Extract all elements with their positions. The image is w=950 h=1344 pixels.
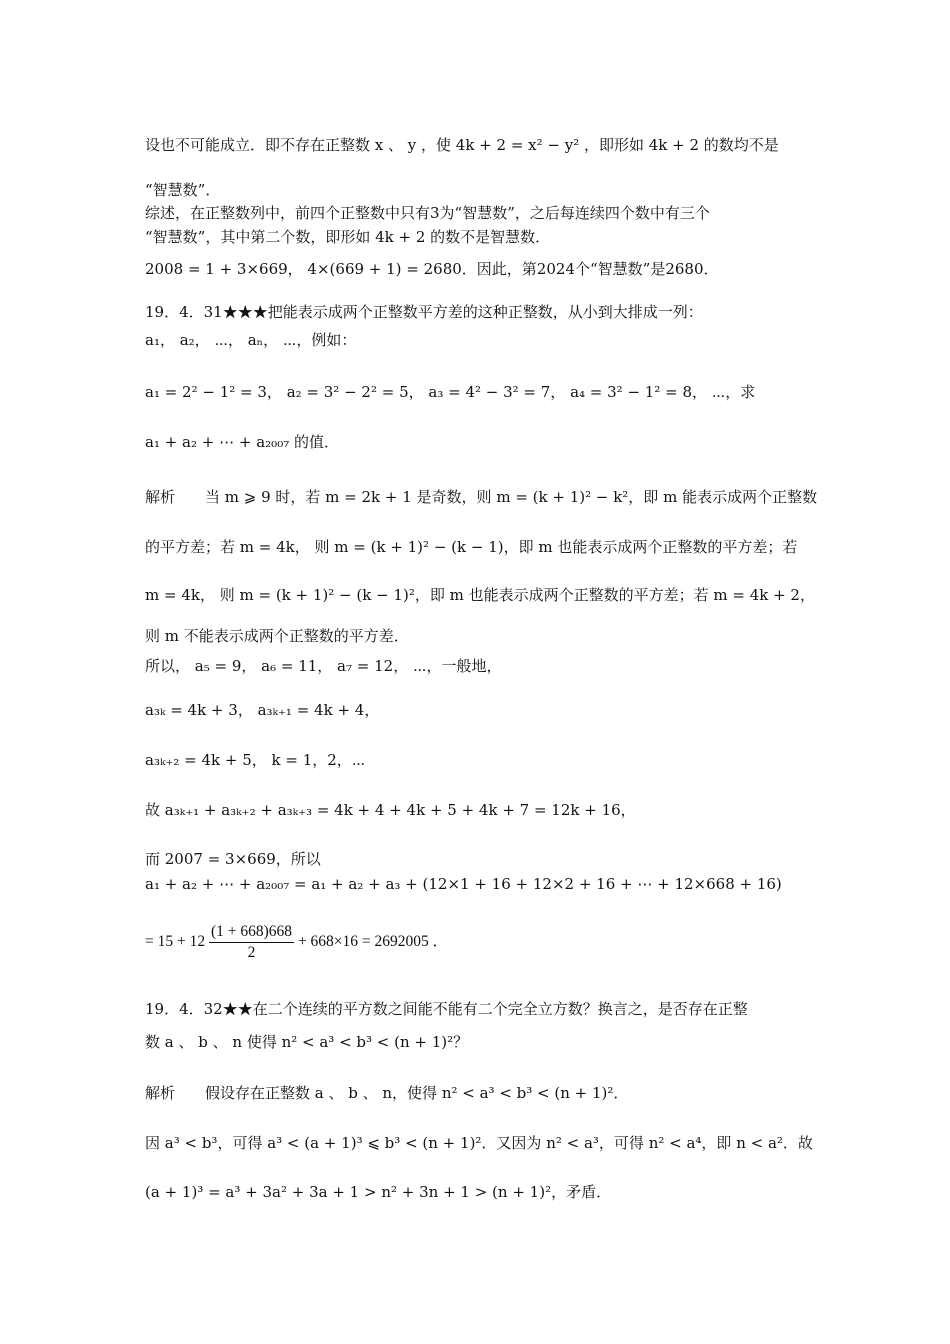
text-line: 2008 = 1 + 3×669， 4×(669 + 1) = 2680．因此，第2024个“智慧数”是2680． — [145, 260, 719, 278]
fraction-denominator: 2 — [247, 944, 256, 961]
sum-tail: + 668×16 = 2692005 — [297, 933, 429, 951]
fraction-sum-line — [145, 922, 810, 963]
text-line: 数 a 、 b 、 n 使得 n² < a³ < b³ < (n + 1)²？ — [145, 1033, 469, 1051]
problem-heading: 19．4．31★★★把能表示成两个正整数平方差的这种正整数，从小到大排成一列： — [145, 303, 703, 321]
solution-text: 因 a³ < b³，可得 a³ < (a + 1)³ ⩽ b³ < (n + 1)²．又因为 n² < a³，可得 n² < a⁴，即 n < a²．故 — [145, 1134, 813, 1152]
solution-text: 则 m 不能表示成两个正整数的平方差． — [145, 627, 409, 645]
problem-heading: 19．4．32★★在二个连续的平方数之间能不能有二个完全立方数？换言之，是否存在正整 — [145, 1000, 748, 1018]
sum-lead: = 15 + 12 — [145, 933, 206, 951]
formula-line: 故 a₃ₖ₊₁ + a₃ₖ₊₂ + a₃ₖ₊₃ = 4k + 4 + 4k + 5 + 4k + 7 = 12k + 16， — [145, 801, 636, 819]
formula-line: a₃ₖ = 4k + 3， a₃ₖ₊₁ = 4k + 4， — [145, 701, 380, 719]
solution-text: 解析 假设存在正整数 a 、 b 、 n，使得 n² < a³ < b³ < (n + 1)²． — [145, 1084, 629, 1102]
text-line: a₁， a₂， ⋯， aₙ， ⋯，例如： — [145, 331, 357, 349]
text-line: “智慧数”，其中第二个数，即形如 4k + 2 的数不是智慧数． — [145, 228, 551, 246]
fraction — [209, 922, 294, 963]
formula-line: a₁ + a₂ + ⋯ + a₂₀₀₇ = a₁ + a₂ + a₃ + (12×1 + 16 + 12×2 + 16 + ⋯ + 12×668 + 16) — [145, 875, 782, 893]
solution-text: m = 4k， 则 m = (k + 1)² − (k − 1)²，即 m 也能表示成两个正整数的平方差；若 m = 4k + 2， — [145, 586, 815, 604]
sum-end: ． — [432, 933, 449, 951]
text-line: 而 2007 = 3×669，所以 — [145, 850, 321, 868]
text-line: 设也不可能成立．即不存在正整数 x 、 y ，使 4k + 2 = x² − y² ，即形如 4k + 2 的数均不是 — [145, 136, 779, 154]
solution-text: 解析 当 m ⩾ 9 时，若 m = 2k + 1 是奇数，则 m = (k + 1)² − k²，即 m 能表示成两个正整数 — [145, 488, 818, 506]
formula-line: a₃ₖ₊₂ = 4k + 5， k = 1，2，⋯ — [145, 751, 366, 769]
formula-line: a₁ = 2² − 1² = 3， a₂ = 3² − 2² = 5， a₃ = 4² − 3² = 7， a₄ = 3² − 1² = 8， ⋯，求 — [145, 383, 756, 401]
formula-line: (a + 1)³ = a³ + 3a² + 3a + 1 > n² + 3n + 1 > (n + 1)²，矛盾． — [145, 1183, 612, 1201]
solution-text: 的平方差；若 m = 4k， 则 m = (k + 1)² − (k − 1)，即 m 也能表示成两个正整数的平方差；若 — [145, 538, 798, 556]
fraction-numerator: (1 + 668)668 — [209, 922, 294, 943]
text-line: 综述，在正整数列中，前四个正整数中只有3为“智慧数”，之后每连续四个数中有三个 — [145, 204, 710, 222]
text-line: “智慧数”． — [145, 181, 221, 199]
formula-line: a₁ + a₂ + ⋯ + a₂₀₀₇ 的值． — [145, 433, 339, 451]
solution-text: 所以， a₅ = 9， a₆ = 11， a₇ = 12， ⋯，一般地， — [145, 657, 502, 675]
